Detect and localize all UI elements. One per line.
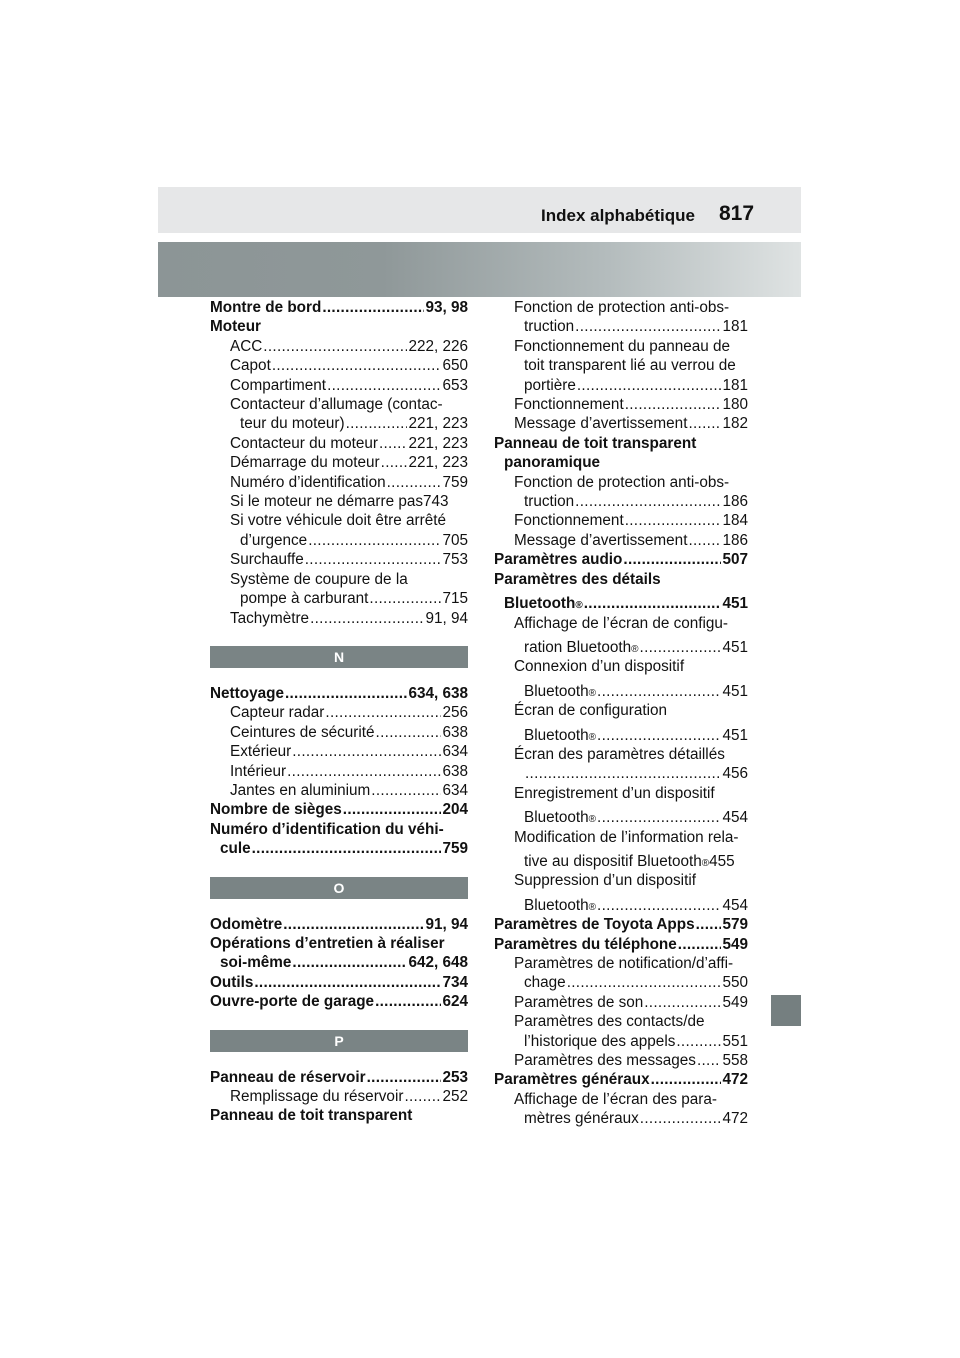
index-entry: Paramètres audio ..... 507 xyxy=(494,550,748,569)
index-subentry-cont: d’urgence ..... 705 xyxy=(210,531,468,550)
index-subentry: Connexion d’un dispositif xyxy=(514,658,685,676)
index-subentry-cont: truction ..... 181 xyxy=(494,317,748,336)
index-subentry: ACC ..... 222, 226 xyxy=(210,337,468,356)
index-subentry: Surchauffe ..... 753 xyxy=(210,550,468,569)
index-subentry: Affichage de l’écran de configu- xyxy=(514,614,729,632)
index-entry: Outils ..... 734 xyxy=(210,973,468,992)
index-subentry: Paramètres des messages ..... 558 xyxy=(494,1051,748,1070)
index-subentry: Paramètres des contacts/de xyxy=(514,1013,705,1031)
section-header-o: O xyxy=(210,877,468,899)
index-subentry: Remplissage du réservoir ..... 252 xyxy=(210,1087,468,1106)
index-subentry: Fonctionnement ..... 180 xyxy=(494,395,748,414)
index-subentry: Démarrage du moteur ..... 221, 223 xyxy=(210,453,468,472)
index-subentry: Message d’avertissement ..... 186 xyxy=(494,531,748,550)
index-subentry: Affichage de l’écran des para- xyxy=(514,1090,717,1108)
index-entry: Montre de bord ..... 93, 98 xyxy=(210,298,468,317)
section-tab-marker xyxy=(771,995,801,1026)
index-subentry: Numéro d’identification ..... 759 xyxy=(210,473,468,492)
index-entry: Odomètre ..... 91, 94 xyxy=(210,915,468,934)
index-subentry: Suppression d’un dispositif xyxy=(514,872,696,890)
index-entry-cont: Bluetooth ® ..... 451 xyxy=(494,594,748,613)
index-entry: Nettoyage ..... 634, 638 xyxy=(210,684,468,703)
decorative-band xyxy=(158,242,801,297)
index-entry: Paramètres des détails xyxy=(494,570,661,588)
index-subentry: Contacteur du moteur ..... 221, 223 xyxy=(210,434,468,453)
index-entry: Panneau de toit transparent xyxy=(494,434,697,452)
index-entry: Ouvre-porte de garage ..... 624 xyxy=(210,992,468,1011)
index-subentry-cont: teur du moteur) ..... 221, 223 xyxy=(210,414,468,433)
index-column-left xyxy=(210,298,468,1126)
index-subentry-cont: ..... 456 xyxy=(494,764,748,783)
index-subentry-cont: chage ..... 550 xyxy=(494,973,748,992)
index-subentry: Capteur radar ..... 256 xyxy=(210,703,468,722)
index-subentry-cont: Bluetooth ® ..... 451 xyxy=(494,682,748,701)
index-subentry: Compartiment ..... 653 xyxy=(210,376,468,395)
index-entry-cont: soi-même ..... 642, 648 xyxy=(210,953,468,972)
index-subentry-cont: Bluetooth ® ..... 454 xyxy=(494,808,748,827)
index-entry: Moteur xyxy=(210,318,261,336)
section-header-p: P xyxy=(210,1030,468,1052)
index-entry-cont: panoramique xyxy=(504,454,601,472)
index-subentry: Écran des paramètres détaillés xyxy=(514,745,725,763)
index-entry: Nombre de sièges ..... 204 xyxy=(210,800,468,819)
page-title: Index alphabétique xyxy=(541,206,695,225)
index-subentry: Fonctionnement du panneau de xyxy=(514,337,731,355)
index-subentry: Ceintures de sécurité ..... 638 xyxy=(210,723,468,742)
index-subentry: Message d’avertissement ..... 182 xyxy=(494,414,748,433)
index-subentry-cont: portière ..... 181 xyxy=(494,376,748,395)
index-subentry-cont: Bluetooth ® ..... 454 xyxy=(494,896,748,915)
index-subentry: Si votre véhicule doit être arrêté xyxy=(230,512,446,530)
index-subentry-cont: toit transparent lié au verrou de xyxy=(524,357,736,375)
index-subentry: Jantes en aluminium ..... 634 xyxy=(210,781,468,800)
page-number: 817 xyxy=(719,202,755,225)
index-subentry: Si le moteur ne démarre pas 743 xyxy=(230,493,449,511)
index-subentry: Extérieur ..... 634 xyxy=(210,742,468,761)
index-subentry: Paramètres de notification/d’affi- xyxy=(514,955,734,972)
index-subentry: Contacteur d’allumage (contac- xyxy=(230,396,443,414)
index-subentry: Écran de configuration xyxy=(514,702,668,720)
index-subentry-cont: ration Bluetooth ® ..... 451 xyxy=(494,638,748,657)
index-subentry: Système de coupure de la xyxy=(230,570,408,588)
index-subentry: Fonction de protection anti-obs- xyxy=(514,299,730,316)
index-entry: Paramètres généraux ..... 472 xyxy=(494,1070,748,1089)
header-band xyxy=(158,187,801,233)
index-subentry: Modification de l’information rela- xyxy=(514,828,739,846)
index-entry: Paramètres du téléphone ..... 549 xyxy=(494,935,748,954)
index-subentry-cont: mètres généraux ..... 472 xyxy=(494,1109,748,1128)
index-subentry: Fonctionnement ..... 184 xyxy=(494,511,748,530)
index-subentry: Enregistrement d’un dispositif xyxy=(514,784,715,802)
index-subentry-cont: tive au dispositif Bluetooth ® 455 xyxy=(524,852,735,870)
index-subentry-cont: pompe à carburant ..... 715 xyxy=(210,589,468,608)
index-subentry: Intérieur ..... 638 xyxy=(210,762,468,781)
index-column-right xyxy=(494,298,748,1129)
section-header-n: N xyxy=(210,646,468,668)
index-entry: Panneau de réservoir ..... 253 xyxy=(210,1068,468,1087)
index-entry: Opérations d’entretien à réaliser xyxy=(210,934,445,952)
index-subentry-cont: truction ..... 186 xyxy=(494,492,748,511)
index-entry-cont: cule ..... 759 xyxy=(210,839,468,858)
index-subentry: Tachymètre ..... 91, 94 xyxy=(210,609,468,628)
index-subentry-cont: Bluetooth ® ..... 451 xyxy=(494,726,748,745)
index-entry: Numéro d’identification du véhi- xyxy=(210,820,444,838)
index-entry: Panneau de toit transparent xyxy=(210,1107,413,1125)
index-subentry: Capot ..... 650 xyxy=(210,356,468,375)
index-subentry: Fonction de protection anti-obs- xyxy=(514,473,730,491)
index-subentry-cont: l’historique des appels ..... 551 xyxy=(494,1032,748,1051)
index-subentry: Paramètres de son ..... 549 xyxy=(494,993,748,1012)
index-entry: Paramètres de Toyota Apps ..... 579 xyxy=(494,915,748,934)
